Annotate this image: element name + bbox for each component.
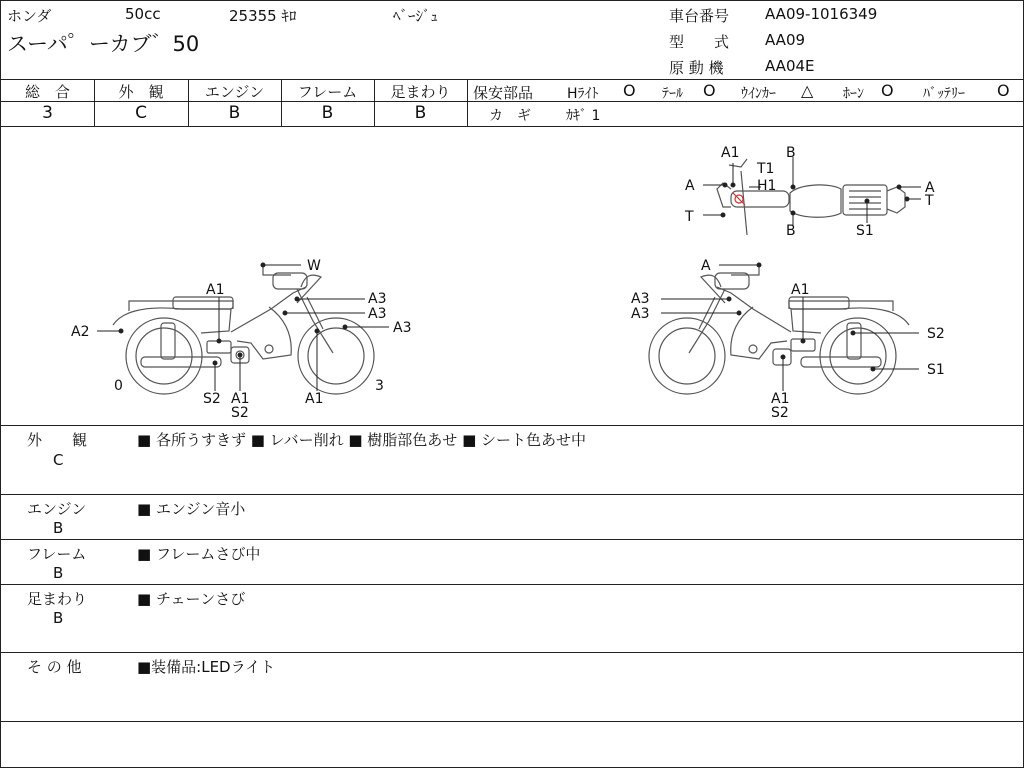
safety-mark-headlight: O [623, 81, 636, 100]
divider [1, 494, 1023, 495]
label-left-3: 3 [375, 378, 384, 394]
label-top-h1: H1 [757, 178, 777, 194]
key-value: ｶｷﾞ 1 [566, 108, 601, 124]
remark-frame-grade: B [53, 564, 64, 582]
remark-other-text: ■装備品:LEDライト [137, 658, 276, 676]
label-left-0: 0 [114, 378, 123, 394]
safety-label: 保安部品 [473, 84, 534, 102]
label-left-a2: A2 [71, 324, 90, 340]
divider [1, 79, 1023, 80]
divider [1, 721, 1023, 722]
safety-mark-battery: O [997, 81, 1010, 100]
remark-exterior-text: ■ 各所うすきず ■ レバー削れ ■ 樹脂部色あせ ■ シート色あせ中 [137, 431, 587, 449]
top-view-bike [717, 159, 905, 235]
remark-engine-grade: B [53, 519, 64, 537]
label-right-a: A [701, 258, 711, 274]
engine-model-label: 原 動 機 [669, 59, 724, 77]
remark-suspension-grade: B [53, 609, 64, 627]
label-left-a1-bottom: A1 [231, 391, 250, 407]
grade-overall-value: 3 [42, 103, 53, 123]
key-label: カ ギ [489, 108, 531, 124]
grade-suspension-value: B [414, 103, 427, 123]
grade-exterior-label: 外 観 [118, 83, 164, 101]
remark-engine-label: エンジン [27, 500, 87, 518]
label-top-b-bottom: B [786, 223, 796, 239]
engine-model-value: AA04E [765, 57, 815, 75]
grade-frame-value: B [321, 103, 334, 123]
grade-suspension-label: 足まわり [390, 83, 451, 101]
remark-frame-text: ■ フレームさび中 [137, 545, 261, 563]
safety-item-horn: ﾎｰﾝ [843, 86, 864, 102]
grade-frame-label: フレーム [297, 83, 358, 101]
label-top-a1: A1 [721, 145, 740, 161]
chassis-value: AA09-1016349 [765, 5, 878, 23]
diagram-labels [71, 145, 945, 421]
divider [1, 425, 1023, 426]
left-view-bike [113, 265, 374, 394]
remark-frame-label: フレーム [27, 545, 87, 563]
safety-mark-horn: O [881, 81, 894, 100]
remark-engine-text: ■ エンジン音小 [137, 500, 246, 518]
label-right-s2-bottom: S2 [771, 405, 789, 421]
grade-exterior-value: C [135, 103, 147, 123]
label-left-a3-1: A3 [368, 291, 387, 307]
grade-engine-label: エンジン [204, 83, 265, 101]
label-left-w: W [307, 258, 321, 274]
safety-item-battery: ﾊﾞｯﾃﾘｰ [923, 86, 965, 102]
remark-exterior-label: 外 観 [27, 431, 88, 449]
label-left-a1: A1 [206, 282, 225, 298]
label-right-s1: S1 [927, 362, 945, 378]
chassis-label: 車台番号 [669, 7, 730, 25]
remark-suspension-label: 足まわり [27, 590, 88, 608]
divider [467, 79, 468, 126]
label-top-t1: T1 [757, 161, 775, 177]
label-left-a3-3: A3 [393, 320, 412, 336]
label-left-a1-wheel: A1 [305, 391, 324, 407]
leader-lines [97, 157, 921, 391]
type-value: AA09 [765, 31, 806, 49]
label-top-t-right: T [925, 193, 934, 209]
type-label: 型 式 [669, 33, 730, 51]
label-top-a-left: A [685, 178, 695, 194]
model-name: スーパ゜ーカブ゛50 [7, 32, 200, 56]
label-top-a-right: A [925, 180, 935, 196]
divider [1, 584, 1023, 585]
divider [1, 652, 1023, 653]
remark-suspension-text: ■ チェーンさび [137, 590, 246, 608]
grade-engine-value: B [228, 103, 241, 123]
displacement: 50cc [125, 5, 161, 23]
label-left-a3-2: A3 [368, 306, 387, 322]
maker: ホンダ [7, 7, 52, 25]
damage-diagram [1, 127, 1023, 425]
divider [1, 539, 1023, 540]
label-top-b: B [786, 145, 796, 161]
safety-mark-winker: △ [801, 81, 814, 100]
label-top-s1: S1 [856, 223, 874, 239]
safety-item-tail: ﾃｰﾙ [662, 86, 683, 102]
label-right-a3-1: A3 [631, 291, 650, 307]
grade-overall-label: 総 合 [24, 83, 70, 101]
safety-item-headlight: Hﾗｲﾄ [567, 86, 599, 102]
remark-exterior-grade: C [53, 451, 64, 469]
color: ﾍﾞｰｼﾞｭ [393, 7, 439, 25]
mileage: 25355 ｷﾛ [229, 7, 297, 25]
right-view-bike [649, 265, 909, 394]
label-right-s2: S2 [927, 326, 945, 342]
safety-item-winker: ｳｲﾝｶｰ [741, 86, 776, 102]
label-left-s2: S2 [203, 391, 221, 407]
safety-mark-tail: O [703, 81, 716, 100]
label-top-t-left: T [685, 209, 694, 225]
label-left-s2-bottom: S2 [231, 405, 249, 421]
label-right-a1: A1 [791, 282, 810, 298]
label-right-a1-bottom: A1 [771, 391, 790, 407]
remark-other-label: そ の 他 [27, 658, 82, 676]
label-right-a3-2: A3 [631, 306, 650, 322]
